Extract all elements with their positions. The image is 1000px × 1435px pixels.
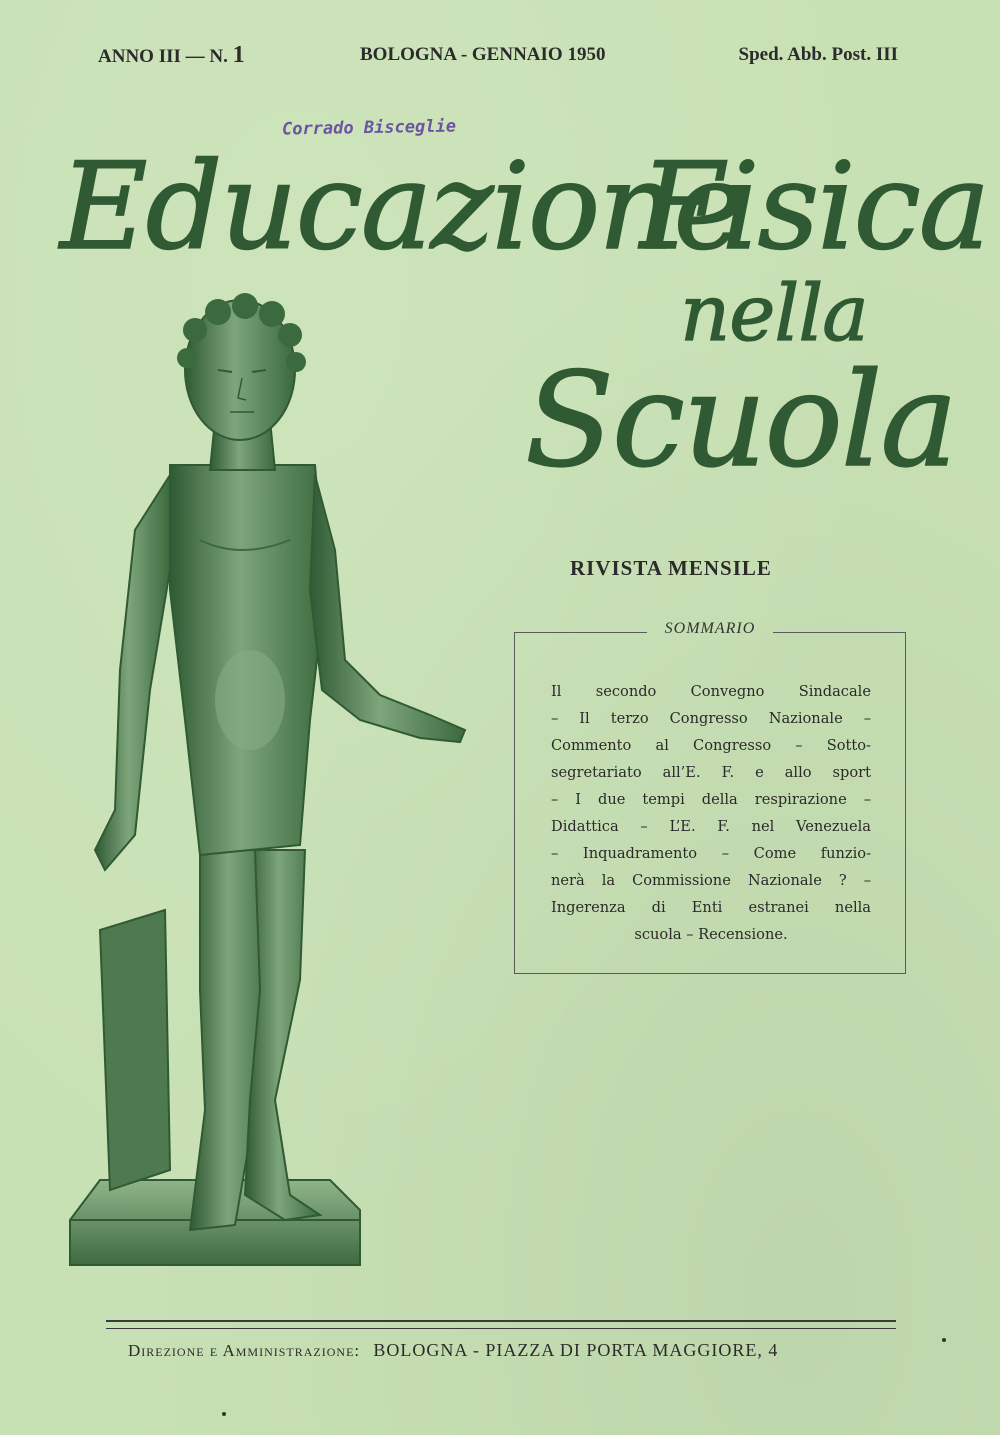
- summary-line: Didattica – L’E. F. nel Venezuela: [551, 818, 871, 835]
- summary-list: [551, 678, 871, 948]
- print-speck: [942, 1338, 946, 1342]
- footer-label: Direzione e Amministrazione:: [128, 1341, 361, 1360]
- summary-line: – Inquadramento – Come funzio-: [551, 845, 871, 862]
- owner-stamp: Corrado Bisceglie: [281, 116, 457, 140]
- summary-line: scuola – Recensione.: [634, 926, 788, 943]
- summary-line: Commento al Congresso – Sotto-: [551, 737, 871, 754]
- summary-box: [514, 620, 906, 974]
- subtitle: RIVISTA MENSILE: [570, 556, 772, 580]
- title-word-educazione: Educazione: [60, 138, 743, 277]
- title-word-nella: nella: [680, 269, 868, 359]
- issue-number: ANNO III — N. 1: [98, 42, 245, 68]
- summary-line: segretariato all’E. F. e allo sport: [551, 764, 871, 781]
- summary-line: Il secondo Convegno Sindacale: [551, 683, 871, 700]
- summary-line: – Il terzo Congresso Nazionale –: [551, 710, 871, 727]
- place-date: BOLOGNA - GENNAIO 1950: [360, 44, 606, 65]
- footer-address: BOLOGNA - PIAZZA DI PORTA MAGGIORE, 4: [373, 1340, 779, 1360]
- statue-illustration: [60, 290, 480, 1280]
- summary-line: – I due tempi della respirazione –: [551, 791, 871, 808]
- print-speck: [222, 1412, 226, 1416]
- summary-line: nerà la Commissione Nazionale ? –: [551, 872, 871, 889]
- summary-heading: SOMMARIO: [664, 620, 756, 637]
- masthead: [98, 42, 898, 72]
- footer: [128, 1340, 888, 1361]
- summary-line: Ingerenza di Enti estranei nella: [551, 899, 871, 916]
- title-word-scuola: Scuola: [525, 344, 956, 490]
- title-word-fisica: Fisica: [640, 138, 989, 277]
- footer-divider: [106, 1320, 896, 1329]
- postal-note: Sped. Abb. Post. III: [738, 44, 898, 65]
- issue-number-value: 1: [232, 42, 245, 68]
